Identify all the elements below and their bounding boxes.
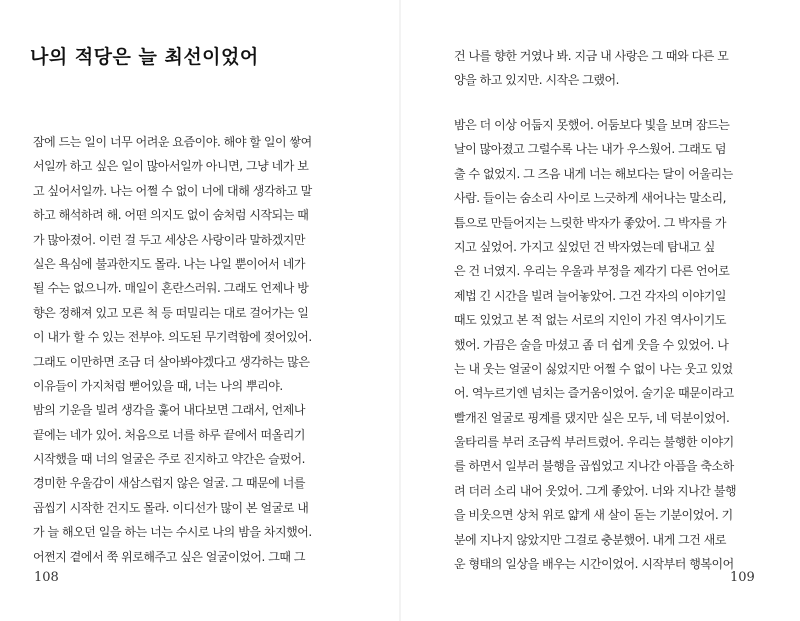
text-line: 출 수 없었지. 그 즈음 내게 너는 해보다는 달이 어울리는 xyxy=(454,166,733,181)
text-line: 건 나를 향한 거였나 봐. 지금 내 사랑은 그 때와 다른 모 xyxy=(454,49,729,63)
text-line: 빨개진 얼굴로 핑계를 댔지만 실은 모두, 네 덕분이었어. xyxy=(454,410,730,425)
text-line: 가 늘 해오던 일을 하는 너는 수시로 나의 밤을 차지했어. xyxy=(33,525,312,540)
text-line: 고 싶어서일까. 나는 어쩔 수 없이 너에 대해 생각하고 말 xyxy=(33,183,312,198)
text-line: 이 내가 할 수 있는 전부야. 의도된 무기력함에 젖어있어. xyxy=(33,330,312,345)
text-line: 향은 정해져 있고 모른 척 등 떠밀리는 대로 걸어가는 일 xyxy=(33,305,309,320)
page-number-left: 108 xyxy=(34,570,59,585)
text-line: 밤은 더 이상 어둡지 못했어. 어둠보다 빛을 보며 잠드는 xyxy=(454,118,730,132)
text-line: 끝에는 네가 있어. 처음으로 너를 하루 끝에서 떠올리기 xyxy=(33,427,306,442)
text-line: 밤의 기운을 빌려 생각을 훑어 내다보면 그래서, 언제나 xyxy=(33,403,306,418)
text-line: 어. 역누르기엔 넘치는 즐거움이었어. 술기운 때문이라고 xyxy=(454,386,734,401)
right-paragraph-2 xyxy=(454,113,784,576)
text-line: 을 비웃으면 상처 위로 얇게 새 살이 돋는 기분이었어. 기 xyxy=(454,508,733,523)
text-line: 가 많아졌어. 이런 걸 두고 세상은 사랑이라 말하겠지만 xyxy=(33,232,306,247)
left-body-text xyxy=(33,130,373,569)
text-line: 이유들이 가지처럼 뻗어있을 때, 너는 나의 뿌리야. xyxy=(33,378,283,393)
page-number-right: 109 xyxy=(730,570,755,585)
right-page xyxy=(400,0,800,621)
text-line: 때도 있었고 본 적 없는 서로의 지인이 가진 역사이기도 xyxy=(454,313,727,328)
text-line: 실은 욕심에 불과한지도 몰라. 나는 나일 뿐이어서 네가 xyxy=(33,256,306,271)
text-line: 는 내 웃는 얼굴이 싫었지만 어쩔 수 없이 나는 웃고 있었 xyxy=(454,361,733,376)
text-line: 울타리를 부러 조금씩 부러트렸어. 우리는 불행한 이야기 xyxy=(454,435,734,450)
text-line: 를 하면서 일부러 불행을 곱씹었고 지나간 아픔을 축소하 xyxy=(454,459,734,474)
chapter-title: 나의 적당은 늘 최선이었어 xyxy=(30,46,259,68)
text-line: 하고 해석하려 해. 어떤 의지도 없이 숨처럼 시작되는 때 xyxy=(33,208,309,223)
text-line: 서일까 하고 싶은 일이 많아서일까 아니면, 그냥 네가 보 xyxy=(33,159,309,174)
text-line: 곱씹기 시작한 건지도 몰라. 이디선가 많이 본 얼굴로 내 xyxy=(33,500,309,515)
text-line: 분에 지나지 않았지만 그걸로 충분했어. 내게 그건 새로 xyxy=(454,532,727,547)
text-line: 틈으로 만들어지는 느릿한 박자가 좋았어. 그 박자를 가 xyxy=(454,215,727,230)
text-line: 운 형태의 일상을 배우는 시간이었어. 시작부터 행복이어 xyxy=(454,557,734,572)
text-line: 사람. 들이는 숨소리 사이로 느긋하게 새어나는 말소리, xyxy=(454,191,727,206)
text-line: 어쩐지 곁에서 쭉 위로해주고 싶은 얼굴이었어. 그때 그 xyxy=(33,549,306,564)
text-line: 날이 많아졌고 그럴수록 나는 내가 우스웠어. 그래도 덤 xyxy=(454,142,727,157)
text-line: 경미한 우울감이 새삼스럽지 않은 얼굴. 그 때문에 너를 xyxy=(33,476,306,491)
text-line: 려 더러 소리 내어 웃었어. 그게 좋았어. 너와 지나간 불행 xyxy=(454,483,737,498)
right-paragraph-1 xyxy=(454,44,784,93)
text-line: 제법 긴 시간을 빌려 늘어놓았어. 그건 각자의 이야기일 xyxy=(454,288,727,303)
text-line: 시작했을 때 너의 얼굴은 주로 진지하고 약간은 슬펐어. xyxy=(33,452,306,467)
text-line: 잠에 드는 일이 너무 어려운 요즘이야. 해야 할 일이 쌓여 xyxy=(33,135,312,149)
text-line: 그래도 이만하면 조금 더 살아봐야겠다고 생각하는 많은 xyxy=(33,354,310,369)
text-line: 될 수는 없으니까. 매일이 혼란스러워. 그래도 언제나 방 xyxy=(33,281,309,296)
text-line: 했어. 가끔은 술을 마셨고 좀 더 쉽게 웃을 수 있었어. 나 xyxy=(454,337,729,352)
text-line: 지고 싶었어. 가지고 싶었던 건 박자였는데 탐내고 싶 xyxy=(454,239,715,254)
text-line: 은 건 너였지. 우리는 우울과 부정을 제각기 다른 언어로 xyxy=(454,264,730,279)
text-line: 양을 하고 있지만. 시작은 그랬어. xyxy=(454,73,620,88)
